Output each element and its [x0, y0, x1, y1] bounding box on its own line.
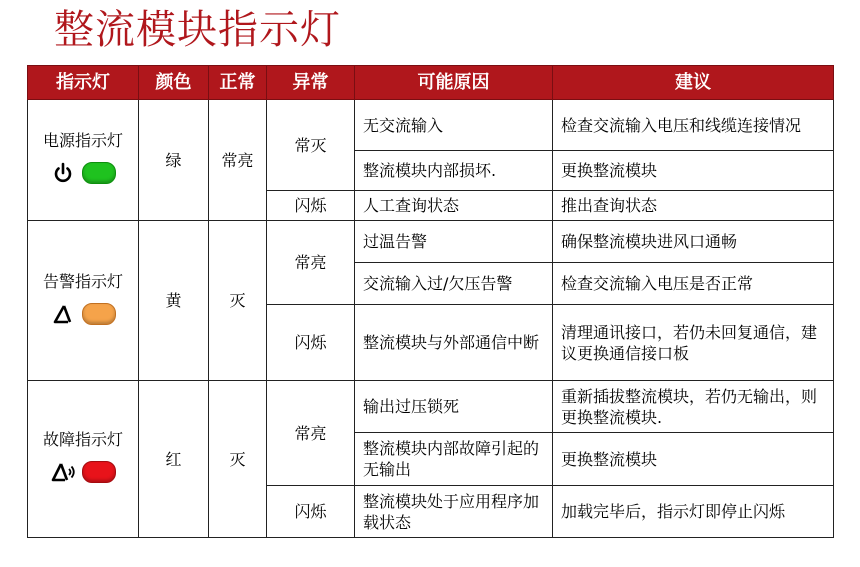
abnormal-state-cell: 闪烁 [267, 305, 355, 381]
abnormal-state-cell: 常灭 [267, 100, 355, 191]
cause-cell: 人工查询状态 [355, 191, 553, 221]
color-cell: 黄 [139, 221, 209, 381]
advice-cell: 重新插拔整流模块，若仍无输出，则更换整流模块. [553, 381, 834, 433]
abnormal-state-cell: 常亮 [267, 381, 355, 486]
fault-icon [50, 460, 76, 484]
normal-cell: 灭 [209, 221, 267, 381]
table-header-row [28, 66, 834, 100]
advice-cell: 更换整流模块 [553, 433, 834, 486]
advice-cell: 确保整流模块进风口通畅 [553, 221, 834, 263]
header-color: 颜色 [139, 66, 209, 100]
green-led-icon [82, 162, 116, 184]
orange-led-icon [82, 303, 116, 325]
cause-cell: 整流模块内部损坏. [355, 151, 553, 191]
indicator-name: 告警指示灯 [42, 271, 123, 291]
cause-cell: 过温告警 [355, 221, 553, 263]
page-title: 整流模块指示灯 [54, 7, 341, 53]
header-indicator: 指示灯 [28, 66, 139, 100]
cause-cell: 整流模块内部故障引起的无输出 [355, 433, 553, 486]
abnormal-state-cell: 常亮 [267, 221, 355, 305]
cause-cell: 交流输入过/欠压告警 [355, 263, 553, 305]
abnormal-state-cell: 闪烁 [267, 486, 355, 538]
header-cause: 可能原因 [355, 66, 553, 100]
red-led-icon [82, 461, 116, 483]
indicator-cell-alarm [28, 221, 139, 381]
advice-cell: 检查交流输入电压是否正常 [553, 263, 834, 305]
normal-cell: 常亮 [209, 100, 267, 221]
alarm-icon [50, 302, 76, 326]
header-abnormal: 异常 [267, 66, 355, 100]
color-cell: 红 [139, 381, 209, 538]
header-normal: 正常 [209, 66, 267, 100]
header-advice: 建议 [553, 66, 834, 100]
indicator-cell-power [28, 100, 139, 221]
table-row [28, 100, 834, 151]
cause-cell: 无交流输入 [355, 100, 553, 151]
cause-cell: 输出过压锁死 [355, 381, 553, 433]
cause-cell: 整流模块处于应用程序加载状态 [355, 486, 553, 538]
abnormal-state-cell: 闪烁 [267, 191, 355, 221]
advice-cell: 更换整流模块 [553, 151, 834, 191]
indicator-table [27, 65, 834, 538]
cause-cell: 整流模块与外部通信中断 [355, 305, 553, 381]
table-row [28, 381, 834, 433]
advice-cell: 清理通讯接口，若仍未回复通信，建议更换通信接口板 [553, 305, 834, 381]
advice-cell: 加载完毕后，指示灯即停止闪烁 [553, 486, 834, 538]
advice-cell: 检查交流输入电压和线缆连接情况 [553, 100, 834, 151]
color-cell: 绿 [139, 100, 209, 221]
power-icon [50, 161, 76, 185]
indicator-name: 电源指示灯 [42, 131, 123, 150]
indicator-name: 故障指示灯 [42, 430, 123, 449]
table-row [28, 221, 834, 263]
advice-cell: 推出查询状态 [553, 191, 834, 221]
indicator-cell-fault [28, 381, 139, 538]
normal-cell: 灭 [209, 381, 267, 538]
